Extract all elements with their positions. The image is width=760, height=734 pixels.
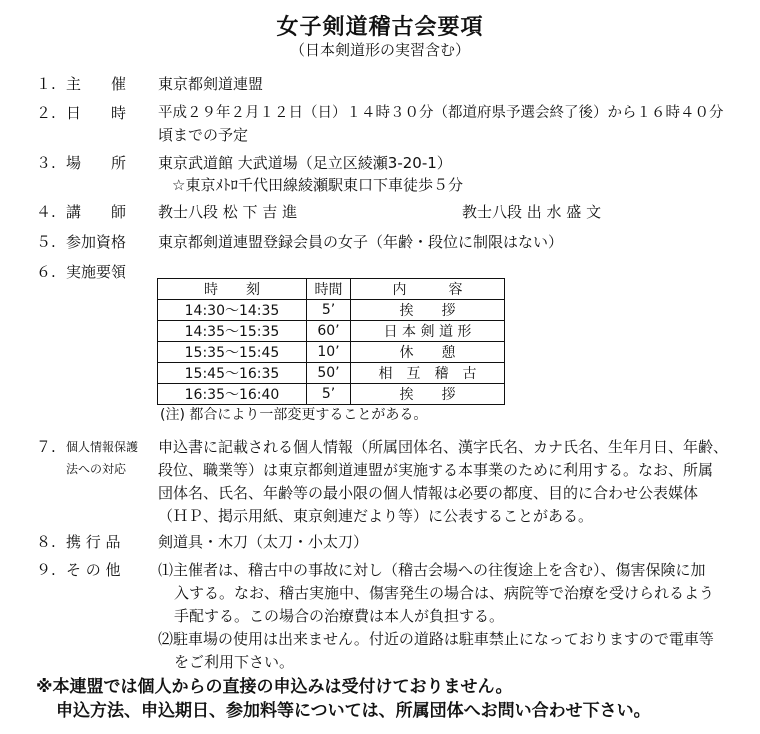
item-label: 個人情報保護 <box>66 440 139 454</box>
item-label: 実施要領 <box>66 263 127 281</box>
item-value: （ＨＰ、掲示用紙、東京剣連だより等）に公表することがある。 <box>158 507 594 525</box>
item-number: ７. <box>36 438 56 456</box>
instructor-2: 教士八段 出 水 盛 文 <box>462 203 602 221</box>
item-value: ⑴主催者は、稽古中の事故に対し（稽古会場への往復途上を含む）、傷害保険に加 <box>158 561 706 579</box>
header-content: 内 容 <box>351 279 505 300</box>
item-number: １. <box>36 75 56 93</box>
cell-time: 16:35～16:40 <box>158 384 307 405</box>
item-label: 携 行 品 <box>66 533 121 551</box>
cell-content: 相 互 稽 古 <box>351 363 505 384</box>
cell-time: 14:35～15:35 <box>158 321 307 342</box>
cell-content: 挨 拶 <box>351 300 505 321</box>
schedule-table <box>157 278 505 405</box>
table-row <box>158 363 505 384</box>
item-number: ８. <box>36 533 56 551</box>
table-row <box>158 384 505 405</box>
item-value: 団体名、氏名、年齢等の最小限の個人情報は必要の都度、目的に合わせ公表媒体 <box>158 484 699 502</box>
item-label: 場 所 <box>66 154 127 172</box>
item-value: をご利用下さい。 <box>174 653 295 671</box>
cell-duration: 5’ <box>307 300 351 321</box>
page-subtitle: （日本剣道形の実習含む） <box>289 41 470 59</box>
table-row <box>158 342 505 363</box>
item-label: 講 師 <box>66 203 127 221</box>
cell-time: 14:30～14:35 <box>158 300 307 321</box>
cell-duration: 5’ <box>307 384 351 405</box>
item-value: ⑵駐車場の使用は出来ません。付近の道路は駐車禁止になっておりますので電車等 <box>158 630 714 648</box>
cell-duration: 50’ <box>307 363 351 384</box>
item-label: 日 時 <box>66 104 127 122</box>
item-number: ６. <box>36 263 56 281</box>
item-label: 主 催 <box>66 75 127 93</box>
item-value: 申込書に記載される個人情報（所属団体名、漢字氏名、カナ氏名、生年月日、年齢、 <box>158 438 729 456</box>
item-value: 手配する。この場合の治療費は本人が負担する。 <box>174 607 505 625</box>
header-time: 時 刻 <box>158 279 307 300</box>
cell-content: 挨 拶 <box>351 384 505 405</box>
page-title: 女子剣道稽古会要項 <box>276 15 484 40</box>
item-value: 頃までの予定 <box>158 126 249 144</box>
item-label: 参加資格 <box>66 233 127 251</box>
header-duration: 時間 <box>307 279 351 300</box>
item-number: ４. <box>36 203 56 221</box>
footer-notice: ※本連盟では個人からの直接の申込みは受付けておりません。 <box>36 677 513 697</box>
cell-duration: 10’ <box>307 342 351 363</box>
item-value: 東京武道館 大武道場（足立区綾瀬3-20-1） <box>158 154 452 172</box>
schedule-header-row <box>158 279 505 300</box>
item-label-line2: 法への対応 <box>66 462 127 476</box>
item-number: ２. <box>36 104 56 122</box>
table-row <box>158 321 505 342</box>
instructor-1: 教士八段 松 下 吉 進 <box>158 203 298 221</box>
item-value: 東京都剣道連盟 <box>158 75 264 93</box>
table-row <box>158 300 505 321</box>
item-number: ９. <box>36 561 56 579</box>
item-value: 東京都剣道連盟登録会員の女子（年齢・段位に制限はない） <box>158 233 564 251</box>
item-value: 入する。なお、稽古実施中、傷害発生の場合は、病院等で治療を受けられるよう <box>174 584 715 602</box>
item-value: 段位、職業等）は東京都剣道連盟が実施する本事業のために利用する。なお、所属 <box>158 461 714 479</box>
footer-inquiry: 申込方法、申込期日、参加料等については、所属団体へお問い合わせ下さい。 <box>56 701 651 721</box>
item-value: 剣道具・木刀（太刀・小太刀） <box>158 533 369 551</box>
item-value: 平成２９年２月１２日（日）１４時３０分（都道府県予選会終了後）から１６時４０分 <box>158 105 724 121</box>
item-value: ☆東京ﾒﾄﾛ千代田線綾瀬駅東口下車徒歩５分 <box>172 176 463 194</box>
cell-duration: 60’ <box>307 321 351 342</box>
item-number: ３. <box>36 154 56 172</box>
schedule-note: (注) 都合により一部変更することがある。 <box>160 407 428 423</box>
item-number: ５. <box>36 233 56 251</box>
cell-time: 15:35～15:45 <box>158 342 307 363</box>
item-label: そ の 他 <box>66 561 121 579</box>
cell-content: 日 本 剣 道 形 <box>351 321 505 342</box>
cell-time: 15:45～16:35 <box>158 363 307 384</box>
cell-content: 休 憩 <box>351 342 505 363</box>
